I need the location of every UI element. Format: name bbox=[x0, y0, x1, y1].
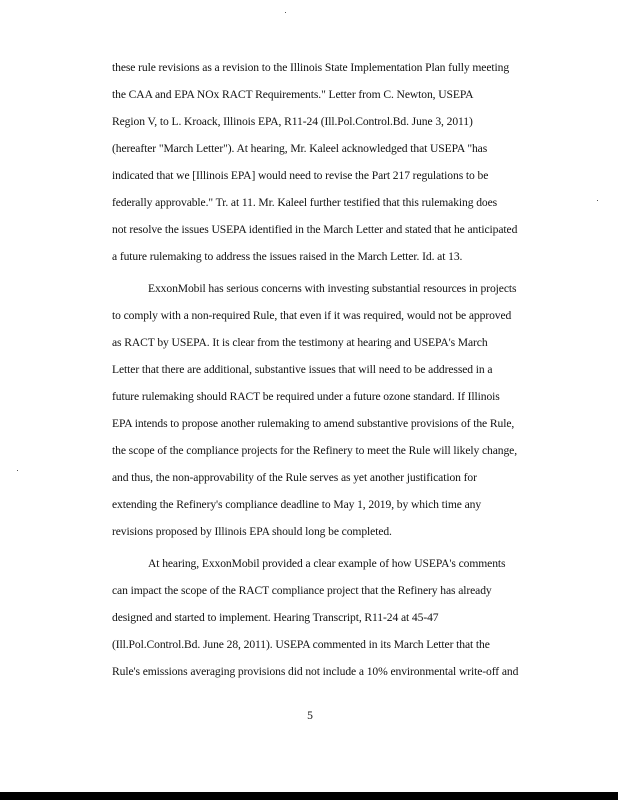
scan-speck bbox=[285, 12, 286, 13]
scan-speck bbox=[597, 200, 598, 201]
text-line: extending the Refinery's compliance deadline to May 1, 2019, by which time any bbox=[112, 498, 482, 511]
text-line: as RACT by USEPA. It is clear from the testimony at hearing and USEPA's March bbox=[112, 336, 488, 349]
text-line: federally approvable." Tr. at 11. Mr. Kaleel further testified that this rulemaking does bbox=[112, 196, 498, 209]
text-line: Region V, to L. Kroack, Illinois EPA, R11-24 (Ill.Pol.Control.Bd. June 3, 2011) bbox=[112, 115, 473, 128]
page-number: 5 bbox=[307, 709, 313, 722]
scan-speck bbox=[17, 470, 18, 471]
text-line: future rulemaking should RACT be required under a future ozone standard. If Illinois bbox=[112, 390, 500, 403]
paragraph-first-line: ExxonMobil has serious concerns with investing substantial resources in projects bbox=[148, 282, 517, 295]
text-line: a future rulemaking to address the issues raised in the March Letter. Id. at 13. bbox=[112, 250, 463, 263]
text-line: designed and started to implement. Hearing Transcript, R11-24 at 45-47 bbox=[112, 611, 439, 624]
text-line: to comply with a non-required Rule, that even if it was required, would not be approved bbox=[112, 309, 512, 322]
paragraph-first-line: At hearing, ExxonMobil provided a clear example of how USEPA's comments bbox=[148, 557, 506, 570]
text-line: EPA intends to propose another rulemaking to amend substantive provisions of the Rule, bbox=[112, 417, 515, 430]
text-line: (Ill.Pol.Control.Bd. June 28, 2011). USEPA commented in its March Letter that the bbox=[112, 638, 490, 651]
text-line: indicated that we [Illinois EPA] would need to revise the Part 217 regulations to be bbox=[112, 169, 489, 182]
text-line: and thus, the non-approvability of the Rule serves as yet another justification for bbox=[112, 471, 477, 484]
text-line: Letter that there are additional, substantive issues that will need to be addressed in a bbox=[112, 363, 493, 376]
text-line: can impact the scope of the RACT compliance project that the Refinery has already bbox=[112, 584, 492, 597]
text-line: these rule revisions as a revision to the Illinois State Implementation Plan fully meeting bbox=[112, 61, 510, 74]
scan-border bbox=[0, 792, 618, 800]
text-line: not resolve the issues USEPA identified in the March Letter and stated that he anticipated bbox=[112, 223, 518, 236]
text-line: the scope of the compliance projects for the Refinery to meet the Rule will likely change, bbox=[112, 444, 518, 457]
text-line: revisions proposed by Illinois EPA should long be completed. bbox=[112, 525, 392, 538]
text-line: the CAA and EPA NOx RACT Requirements." Letter from C. Newton, USEPA bbox=[112, 88, 474, 101]
text-line: (hereafter "March Letter"). At hearing, Mr. Kaleel acknowledged that USEPA "has bbox=[112, 142, 488, 155]
text-line: Rule's emissions averaging provisions did not include a 10% environmental write-off and bbox=[112, 665, 519, 678]
